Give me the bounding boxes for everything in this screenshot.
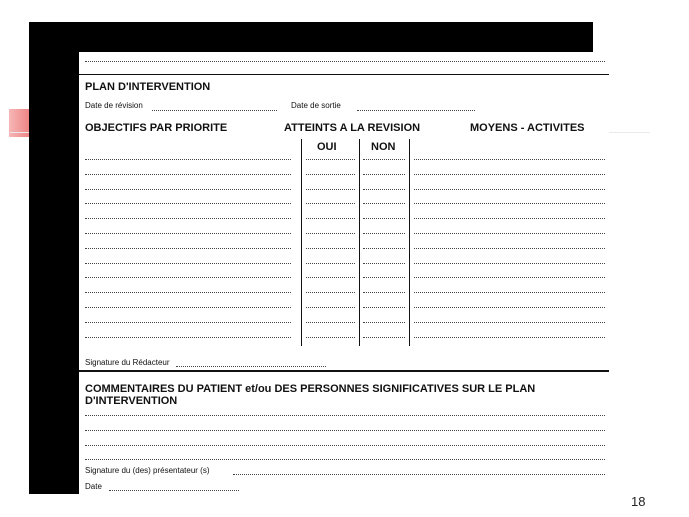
date-sortie-field[interactable] [357, 110, 475, 111]
objective-line[interactable] [85, 292, 291, 293]
signature-presentateur-label: Signature du (des) présentateur (s) [85, 466, 210, 475]
moyens-line[interactable] [414, 159, 605, 160]
column-divider-1 [301, 139, 302, 346]
non-line[interactable] [363, 203, 405, 204]
moyens-line[interactable] [414, 233, 605, 234]
form-page [79, 52, 609, 498]
moyens-line[interactable] [414, 218, 605, 219]
moyens-line[interactable] [414, 307, 605, 308]
date-label: Date [85, 482, 102, 491]
moyens-line[interactable] [414, 292, 605, 293]
moyens-line[interactable] [414, 189, 605, 190]
comments-title-line1: COMMENTAIRES DU PATIENT et/ou DES PERSONNES SIGNIFICATIVES SUR LE PLAN [85, 383, 536, 395]
oui-line[interactable] [306, 322, 355, 323]
oui-line[interactable] [306, 292, 355, 293]
oui-line[interactable] [306, 189, 355, 190]
oui-line[interactable] [306, 337, 355, 338]
oui-line[interactable] [306, 233, 355, 234]
moyens-line[interactable] [414, 248, 605, 249]
signature-redacteur-label: Signature du Rédacteur [85, 358, 170, 367]
oui-line[interactable] [306, 174, 355, 175]
column-header-atteints: ATTEINTS A LA REVISION [284, 122, 421, 134]
column-divider-3 [409, 139, 410, 346]
non-line[interactable] [363, 322, 405, 323]
column-divider-2 [359, 139, 360, 346]
non-line[interactable] [363, 307, 405, 308]
objective-line[interactable] [85, 337, 291, 338]
non-line[interactable] [363, 277, 405, 278]
non-line[interactable] [363, 292, 405, 293]
date-field[interactable] [109, 490, 239, 491]
comment-line[interactable] [85, 445, 605, 446]
oui-line[interactable] [306, 277, 355, 278]
column-header-oui: OUI [317, 141, 337, 153]
objective-line[interactable] [85, 307, 291, 308]
objective-line[interactable] [85, 248, 291, 249]
non-line[interactable] [363, 174, 405, 175]
oui-line[interactable] [306, 203, 355, 204]
moyens-line[interactable] [414, 337, 605, 338]
objective-line[interactable] [85, 189, 291, 190]
moyens-line[interactable] [414, 277, 605, 278]
column-header-moyens: MOYENS - ACTIVITES [470, 122, 585, 134]
oui-line[interactable] [306, 307, 355, 308]
non-line[interactable] [363, 233, 405, 234]
oui-line[interactable] [306, 159, 355, 160]
non-line[interactable] [363, 337, 405, 338]
oui-line[interactable] [306, 218, 355, 219]
date-revision-field[interactable] [152, 110, 277, 111]
comment-line[interactable] [85, 415, 605, 416]
top-dotted-line [85, 61, 605, 62]
moyens-line[interactable] [414, 174, 605, 175]
signature-redacteur-field[interactable] [176, 366, 326, 367]
moyens-line[interactable] [414, 203, 605, 204]
objective-line[interactable] [85, 233, 291, 234]
comment-line[interactable] [85, 430, 605, 431]
date-sortie-label: Date de sortie [291, 101, 341, 110]
comment-line[interactable] [85, 459, 605, 460]
non-line[interactable] [363, 248, 405, 249]
section-divider-bottom [79, 370, 609, 372]
non-line[interactable] [363, 263, 405, 264]
objective-line[interactable] [85, 263, 291, 264]
objective-line[interactable] [85, 174, 291, 175]
objective-line[interactable] [85, 277, 291, 278]
page-number: 18 [631, 494, 646, 509]
signature-presentateur-field[interactable] [233, 474, 605, 475]
non-line[interactable] [363, 189, 405, 190]
objective-line[interactable] [85, 159, 291, 160]
scanned-form-frame [29, 22, 593, 494]
oui-line[interactable] [306, 248, 355, 249]
plan-title: PLAN D'INTERVENTION [85, 81, 211, 93]
non-line[interactable] [363, 218, 405, 219]
moyens-line[interactable] [414, 263, 605, 264]
objective-line[interactable] [85, 322, 291, 323]
comments-title-line2: D'INTERVENTION [85, 395, 178, 407]
column-header-non: NON [371, 141, 396, 153]
objective-line[interactable] [85, 218, 291, 219]
objective-line[interactable] [85, 203, 291, 204]
oui-line[interactable] [306, 263, 355, 264]
non-line[interactable] [363, 159, 405, 160]
date-revision-label: Date de révision [85, 101, 143, 110]
section-divider-top [79, 74, 609, 75]
column-header-objectifs: OBJECTIFS PAR PRIORITE [85, 122, 228, 134]
moyens-line[interactable] [414, 322, 605, 323]
